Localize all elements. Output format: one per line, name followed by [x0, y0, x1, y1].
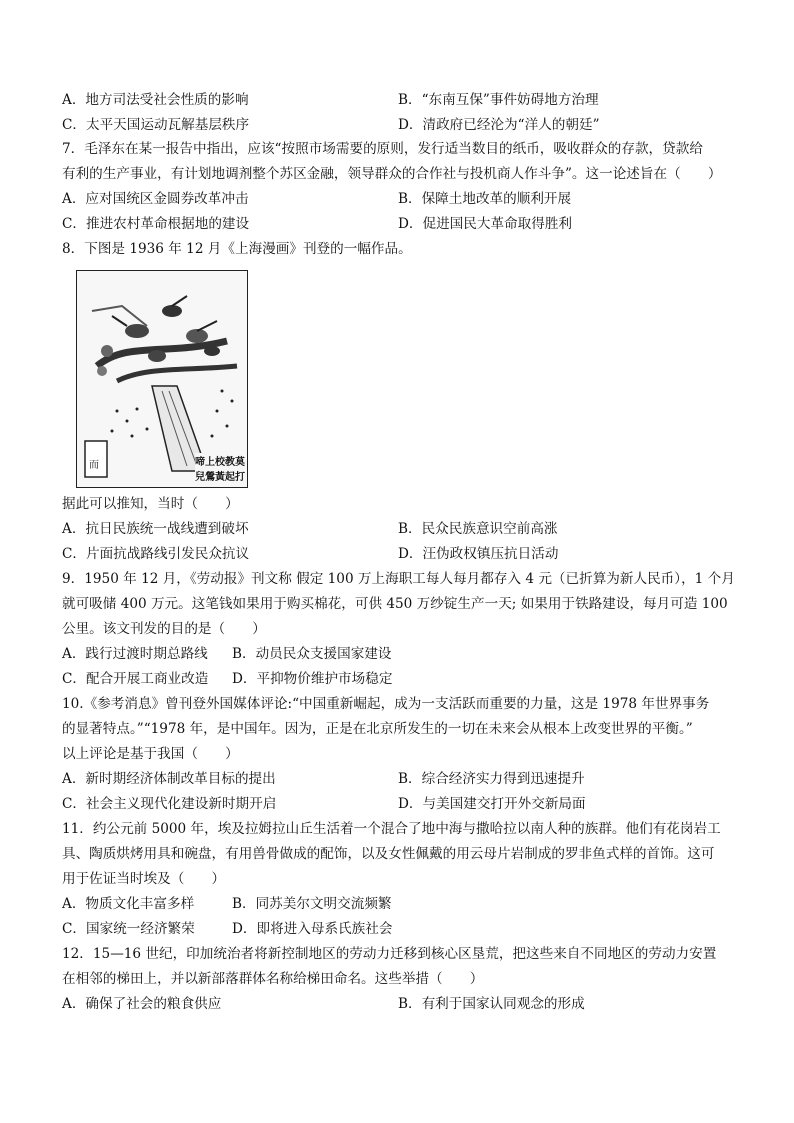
- q8-option-b: B．民众民族意识空前高涨: [398, 521, 558, 537]
- q12-option-b: B．有利于国家认同观念的形成: [398, 996, 585, 1012]
- q11-stem-line-3: 用于佐证当时埃及（ ）: [62, 871, 226, 887]
- q7-stem-line-2: 有利的生产事业，有计划地调剂整个苏区金融，领导群众的合作社与投机商人作斗争”。这一论述旨在（ ）: [62, 166, 722, 182]
- q7-option-a: A．应对国统区金圆券改革冲击: [62, 191, 249, 207]
- q7-option-c: C．推进农村革命根据地的建设: [62, 216, 250, 232]
- q9-option-a: A．践行过渡时期总路线: [62, 646, 208, 662]
- q10-stem-line-1: 10.《参考消息》曾刊登外国媒体评论:“中国重新崛起，成为一支活跃而重要的力量，这是 1978 年世界事务: [62, 696, 710, 712]
- q11-stem-line-2: 具、陶质烘烤用具和碗盘，有用兽骨做成的配饰，以及女性佩戴的用云母片岩制成的罗非鱼式样的首饰。这可: [62, 846, 715, 862]
- q7-option-d: D．促进国民大革命取得胜利: [398, 216, 573, 232]
- cartoon-image: [76, 270, 248, 488]
- q8-option-a: A．抗日民族统一战线遭到破坏: [62, 521, 249, 537]
- q9-option-d: D．平抑物价维护市场稳定: [232, 671, 393, 687]
- q6-option-b: B．“东南互保”事件妨碍地方治理: [398, 92, 599, 108]
- q8-stem-line-2: 据此可以推知，当时（ ）: [62, 496, 239, 512]
- q11-option-b: B．同苏美尔文明交流频繁: [232, 896, 392, 912]
- cartoon-caption: 啼上校教莫兒鶯黃起打: [195, 453, 247, 483]
- q11-option-a: A．物质文化丰富多样: [62, 896, 195, 912]
- q11-stem-line-1: 11．约公元前 5000 年，埃及拉姆拉山丘生活着一个混合了地中海与撒哈拉以南人种的族群。他们有花岗岩工: [62, 821, 721, 837]
- q12-option-a: A．确保了社会的粮食供应: [62, 996, 222, 1012]
- q8-option-c: C．片面抗战路线引发民众抗议: [62, 546, 250, 562]
- q11-option-c: C．国家统一经济繁荣: [62, 921, 195, 937]
- q7-stem-line-1: 7．毛泽东在某一报告中指出，应该“按照市场需要的原则，发行适当数目的纸币，吸收群众的存款，贷款给: [62, 141, 703, 157]
- q6-option-d: D．清政府已经沦为“洋人的朝廷”: [398, 117, 600, 133]
- q10-option-b: B．综合经济实力得到迅速提升: [398, 771, 585, 787]
- q9-option-c: C．配合开展工商业改造: [62, 671, 209, 687]
- q9-stem-line-2: 就可吸储 400 万元。这笔钱如果用于购买棉花，可供 450 万纱锭生产一天; 如果用于铁路建设，每月可造 100: [62, 596, 728, 612]
- q12-stem-line-2: 在相邻的梯田上，并以新部落群体名称给梯田命名。这些举措（ ）: [62, 971, 484, 987]
- q9-stem-line-1: 9．1950 年 12 月，《劳动报》刊文称 假定 100 万上海职工每人每月都存入 4 元（已折算为新人民币），1 个月: [62, 571, 735, 587]
- q6-option-c: C．太平天国运动瓦解基层秩序: [62, 117, 250, 133]
- q8-option-d: D．汪伪政权镇压抗日活动: [398, 546, 559, 562]
- q10-option-c: C．社会主义现代化建设新时期开启: [62, 796, 277, 812]
- q8-stem-line-1: 8．下图是 1936 年 12 月《上海漫画》刊登的一幅作品。: [62, 241, 412, 257]
- q11-option-d: D．即将进入母系氏族社会: [232, 921, 393, 937]
- q12-stem-line-1: 12．15—16 世纪，印加统治者将新控制地区的劳动力迁移到核心区垦荒，把这些来自不同地区的劳动力安置: [62, 946, 717, 962]
- q9-option-b: B．动员民众支援国家建设: [232, 646, 392, 662]
- cartoon-side-mark: 而: [89, 460, 99, 471]
- q10-stem-line-3: 以上评论是基于我国（ ）: [62, 746, 239, 762]
- q10-option-a: A．新时期经济体制改革目标的提出: [62, 771, 276, 787]
- q6-option-a: A．地方司法受社会性质的影响: [62, 92, 249, 108]
- q9-stem-line-3: 公里。该文刊发的目的是（ ）: [62, 621, 266, 637]
- q10-option-d: D．与美国建交打开外交新局面: [398, 796, 586, 812]
- q7-option-b: B．保障土地改革的顺利开展: [398, 191, 572, 207]
- q10-stem-line-2: 的显著特点。”“1978 年，是中国年。因为，正是在北京所发生的一切在未来会从根本上改变世界的平衡。”: [62, 721, 693, 737]
